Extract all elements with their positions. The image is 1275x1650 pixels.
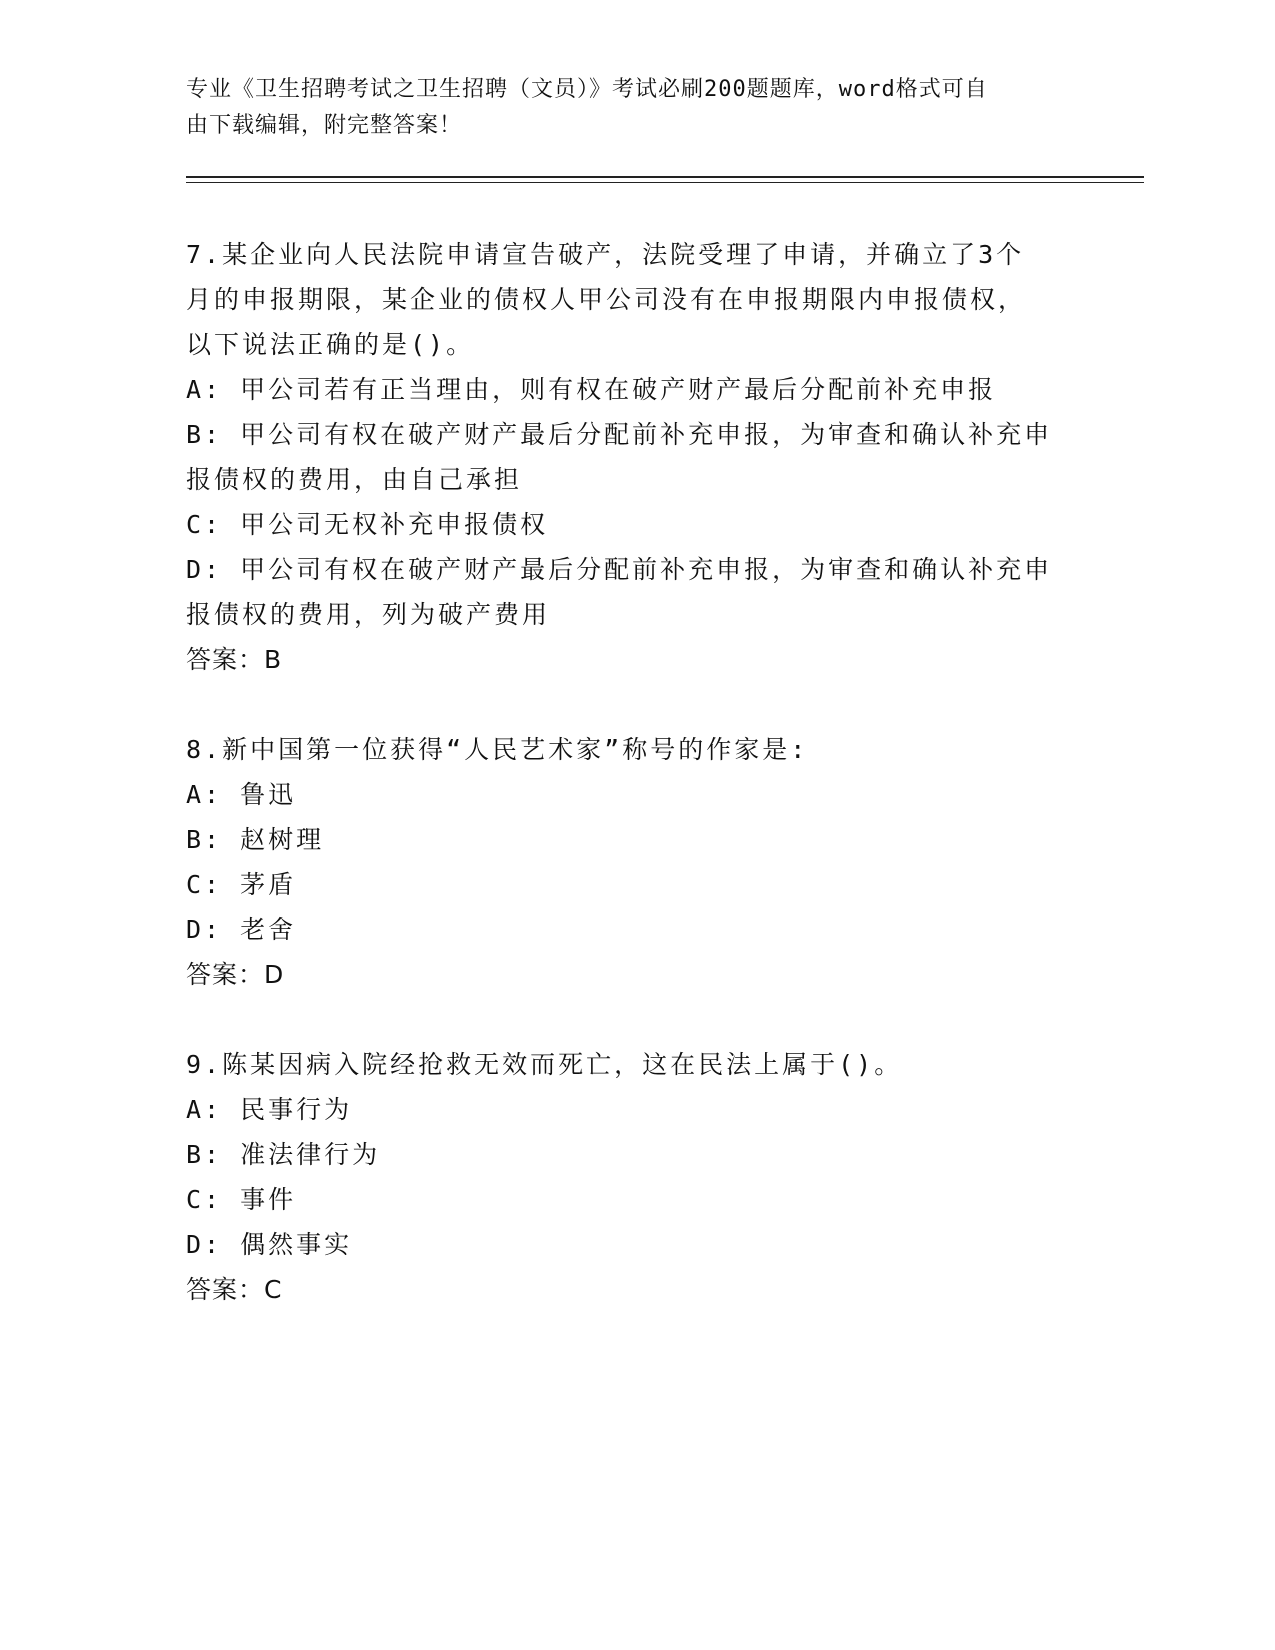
header-line-2: 由下载编辑，附完整答案！ (186, 113, 463, 138)
answer-line: 答案：B (186, 645, 283, 674)
option-c: C: 茅盾 (186, 870, 297, 899)
option-b: B: 赵树理 (186, 825, 325, 854)
option-d: D: 甲公司有权在破产财产最后分配前补充申报，为审查和确认补充申 (186, 555, 1053, 584)
question-stem-line: 9.陈某因病入院经抢救无效而死亡，这在民法上属于()。 (186, 1050, 903, 1079)
question-stem-line: 以下说法正确的是()。 (186, 330, 475, 359)
option-c: C: 甲公司无权补充申报债权 (186, 510, 549, 539)
answer-line: 答案：D (186, 960, 285, 989)
question-7 (186, 232, 1086, 682)
option-d-continued: 报债权的费用，列为破产费用 (186, 600, 551, 629)
option-d: D: 偶然事实 (186, 1230, 353, 1259)
option-a: A: 甲公司若有正当理由，则有权在破产财产最后分配前补充申报 (186, 375, 997, 404)
option-b: B: 甲公司有权在破产财产最后分配前补充申报，为审查和确认补充申 (186, 420, 1053, 449)
question-8 (186, 727, 1086, 997)
document-header (186, 72, 1066, 144)
option-d: D: 老舍 (186, 915, 297, 944)
header-line-1: 专业《卫生招聘考试之卫生招聘（文员）》考试必刷200题题库，word格式可自 (186, 77, 988, 102)
question-stem-line: 8.新中国第一位获得“人民艺术家”称号的作家是: (186, 735, 809, 764)
option-a: A: 民事行为 (186, 1095, 353, 1124)
option-b-continued: 报债权的费用，由自己承担 (186, 465, 523, 494)
answer-line: 答案：C (186, 1275, 283, 1304)
option-b: B: 准法律行为 (186, 1140, 381, 1169)
question-stem-line: 7.某企业向人民法院申请宣告破产，法院受理了申请，并确立了3个 (186, 240, 1025, 269)
option-c: C: 事件 (186, 1185, 297, 1214)
question-stem-line: 月的申报期限，某企业的债权人甲公司没有在申报期限内申报债权， (186, 285, 1027, 314)
option-a: A: 鲁迅 (186, 780, 297, 809)
question-list (186, 232, 1086, 1357)
question-9 (186, 1042, 1086, 1312)
header-divider-thin (186, 182, 1144, 183)
header-divider-thick (186, 176, 1144, 178)
